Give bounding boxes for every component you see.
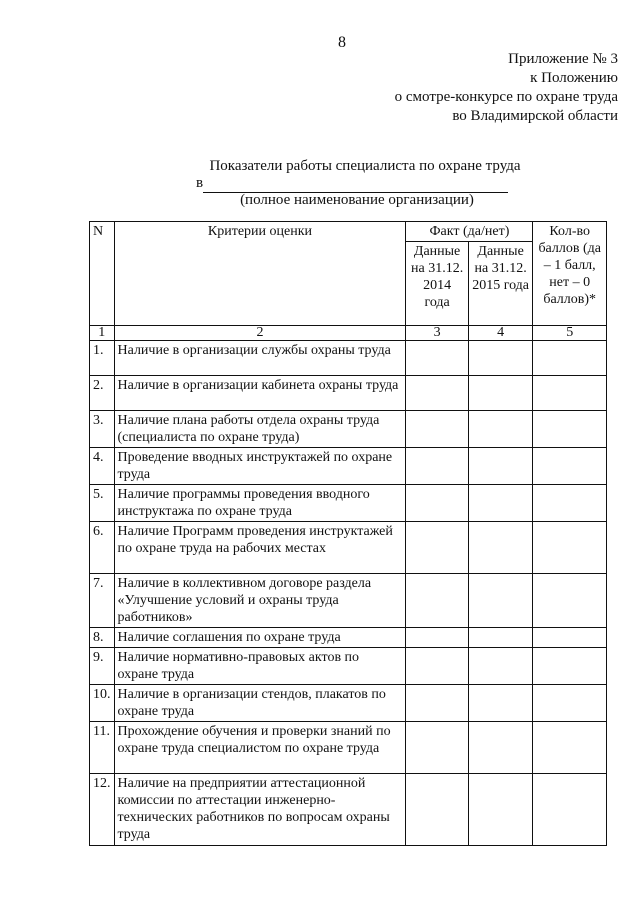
row-criterion: Наличие соглашения по охране труда <box>114 628 406 648</box>
row-number: 5. <box>90 485 115 522</box>
fact-2014-cell <box>406 628 468 648</box>
fact-2015-cell <box>468 722 533 774</box>
fact-2015-cell <box>468 485 533 522</box>
row-criterion: Наличие Программ проведения инструктажей по охране труда на рабочих местах <box>114 522 406 574</box>
fact-2015-cell <box>468 685 533 722</box>
fact-2014-cell <box>406 722 468 774</box>
fact-2015-cell <box>468 376 533 411</box>
header-score: Кол-во баллов (да – 1 балл, нет – 0 баллов)* <box>533 222 607 326</box>
row-criterion: Наличие программы проведения вводного инструктажа по охране труда <box>114 485 406 522</box>
fact-2014-cell <box>406 341 468 376</box>
score-cell <box>533 648 607 685</box>
organization-hint: (полное наименование организации) <box>240 192 474 208</box>
appendix-header <box>298 50 618 126</box>
fact-2015-cell <box>468 522 533 574</box>
score-cell <box>533 485 607 522</box>
row-criterion: Наличие в организации службы охраны труда <box>114 341 406 376</box>
row-criterion: Наличие в организации кабинета охраны труда <box>114 376 406 411</box>
fact-2014-cell <box>406 648 468 685</box>
row-number: 6. <box>90 522 115 574</box>
appendix-line: к Положению <box>530 70 618 86</box>
fact-2015-cell <box>468 448 533 485</box>
row-criterion: Проведение вводных инструктажей по охране труда <box>114 448 406 485</box>
row-number: 12. <box>90 774 115 846</box>
table-row <box>90 411 607 448</box>
column-number: 3 <box>406 326 468 341</box>
score-cell <box>533 376 607 411</box>
appendix-line: во Владимирской области <box>452 108 618 124</box>
header-data-2014: Данные на 31.12. 2014 года <box>406 242 468 326</box>
row-number: 3. <box>90 411 115 448</box>
column-number: 2 <box>114 326 406 341</box>
row-number: 8. <box>90 628 115 648</box>
row-criterion: Прохождение обучения и проверки знаний по охране труда специалистом по охране труда <box>114 722 406 774</box>
organization-prefix: в <box>196 175 204 191</box>
appendix-line: Приложение № 3 <box>508 51 618 67</box>
table-row <box>90 341 607 376</box>
row-number: 1. <box>90 341 115 376</box>
row-number: 10. <box>90 685 115 722</box>
header-number: N <box>90 222 115 326</box>
table-row <box>90 376 607 411</box>
appendix-line: о смотре-конкурсе по охране труда <box>394 89 618 105</box>
criteria-table <box>89 221 607 846</box>
fact-2014-cell <box>406 685 468 722</box>
table-row <box>90 685 607 722</box>
score-cell <box>533 341 607 376</box>
column-number: 5 <box>533 326 607 341</box>
table-row <box>90 522 607 574</box>
page-number: 8 <box>338 34 346 51</box>
fact-2014-cell <box>406 448 468 485</box>
row-criterion: Наличие плана работы отдела охраны труда (специалиста по охране труда) <box>114 411 406 448</box>
fact-2015-cell <box>468 648 533 685</box>
row-number: 2. <box>90 376 115 411</box>
document-title: Показатели работы специалиста по охране труда <box>209 158 521 174</box>
column-number: 1 <box>90 326 115 341</box>
table-row <box>90 722 607 774</box>
fact-2014-cell <box>406 485 468 522</box>
row-criterion: Наличие в организации стендов, плакатов по охране труда <box>114 685 406 722</box>
score-cell <box>533 722 607 774</box>
row-number: 9. <box>90 648 115 685</box>
score-cell <box>533 574 607 628</box>
fact-2015-cell <box>468 628 533 648</box>
criteria-rows <box>90 341 607 846</box>
fact-2014-cell <box>406 574 468 628</box>
row-number: 7. <box>90 574 115 628</box>
score-cell <box>533 628 607 648</box>
fact-2014-cell <box>406 376 468 411</box>
row-criterion: Наличие на предприятии аттестационной комиссии по аттестации инженерно-технических работников по вопросам охраны труда <box>114 774 406 846</box>
row-number: 11. <box>90 722 115 774</box>
score-cell <box>533 685 607 722</box>
fact-2015-cell <box>468 411 533 448</box>
fact-2014-cell <box>406 774 468 846</box>
score-cell <box>533 411 607 448</box>
row-criterion: Наличие нормативно-правовых актов по охране труда <box>114 648 406 685</box>
header-fact: Факт (да/нет) <box>406 222 533 242</box>
header-data-2015: Данные на 31.12. 2015 года <box>468 242 533 326</box>
table-row <box>90 574 607 628</box>
fact-2014-cell <box>406 522 468 574</box>
row-number: 4. <box>90 448 115 485</box>
column-number: 4 <box>468 326 533 341</box>
table-row <box>90 628 607 648</box>
row-criterion: Наличие в коллективном договоре раздела «Улучшение условий и охраны труда работников» <box>114 574 406 628</box>
fact-2015-cell <box>468 774 533 846</box>
table-row <box>90 648 607 685</box>
score-cell <box>533 448 607 485</box>
table-row <box>90 485 607 522</box>
header-criteria: Критерии оценки <box>114 222 406 326</box>
score-cell <box>533 774 607 846</box>
table-row <box>90 448 607 485</box>
fact-2015-cell <box>468 574 533 628</box>
score-cell <box>533 522 607 574</box>
table-row <box>90 774 607 846</box>
fact-2014-cell <box>406 411 468 448</box>
fact-2015-cell <box>468 341 533 376</box>
